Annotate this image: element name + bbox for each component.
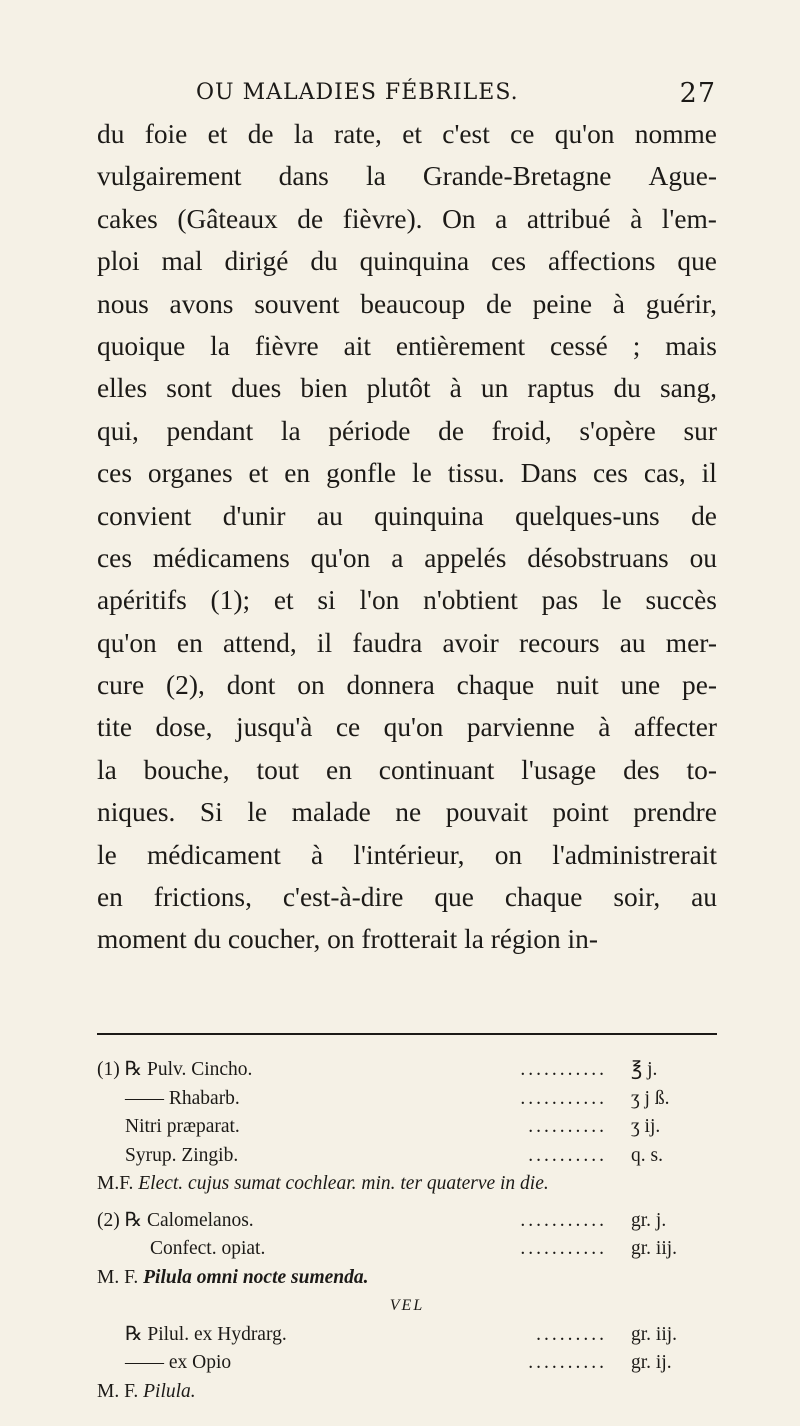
text-line: vulgairement dans la Grande-Bretagne Ague- <box>97 161 717 192</box>
text-line: le médicament à l'intérieur, on l'administrerait <box>97 839 717 870</box>
ingredient: —— Rhabarb. <box>125 1087 240 1109</box>
note2-direction <box>97 1264 717 1293</box>
text-line: quoique la fièvre ait entièrement cessé ; mais <box>97 330 717 361</box>
text-line: ces organes et en gonfle le tissu. Dans ces cas, il <box>97 458 717 489</box>
note1-line-1 <box>97 1085 717 1114</box>
note1-direction <box>97 1170 717 1199</box>
leader-dots: .......... <box>528 1144 607 1166</box>
leader-dots: ......... <box>536 1323 607 1345</box>
ingredient: —— ex Opio <box>125 1352 232 1373</box>
leader-dots: .......... <box>528 1116 607 1137</box>
closing-text: Pilula. <box>143 1380 196 1402</box>
ingredient: Syrup. Zingib. <box>125 1144 239 1166</box>
ingredient: (1) ℞ Pulv. Cincho. <box>97 1059 253 1080</box>
vel-separator: VEL <box>389 1297 425 1314</box>
dose: gr. ij. <box>631 1352 672 1373</box>
note1-line-2 <box>97 1113 717 1142</box>
leader-dots: ........... <box>520 1087 607 1109</box>
note2-line-0 <box>97 1207 717 1236</box>
text-line: moment du coucher, on frotterait la région in- <box>97 924 598 955</box>
note2-closing <box>97 1378 717 1407</box>
direction-text: Pilula omni nocte sumenda. <box>143 1266 369 1288</box>
closing-prefix: M. F. <box>97 1380 139 1402</box>
text-line: cure (2), dont on donnera chaque nuit une pe- <box>97 670 717 701</box>
note2-line-1 <box>97 1235 717 1264</box>
note2b-line-1 <box>97 1349 717 1378</box>
leader-dots: ........... <box>520 1238 607 1259</box>
direction-text: Elect. cujus sumat cochlear. min. ter quaterve in die. <box>138 1173 549 1194</box>
text-line: ploi mal dirigé du quinquina ces affections que <box>97 246 717 277</box>
text-line: qui, pendant la période de froid, s'opère sur <box>97 415 717 446</box>
text-line: apéritifs (1); et si l'on n'obtient pas le succès <box>97 585 717 616</box>
dose: gr. iij. <box>631 1323 678 1345</box>
text-line: la bouche, tout en continuant l'usage des to- <box>97 754 717 785</box>
leader-dots: .......... <box>528 1352 607 1373</box>
page-number: 27 <box>679 78 716 109</box>
ingredient: (2) ℞ Calomelanos. <box>97 1209 254 1231</box>
text-line: cakes (Gâteaux de fièvre). On a attribué à l'em- <box>97 203 717 234</box>
text-line: convient d'unir au quinquina quelques-uns de <box>97 500 717 531</box>
dose: gr. j. <box>631 1209 667 1231</box>
footnotes <box>97 1056 717 1406</box>
dose: ʒ ij. <box>631 1116 661 1137</box>
main-text <box>97 113 717 961</box>
direction-prefix: M. F. <box>97 1266 139 1288</box>
text-line: niques. Si le malade ne pouvait point prendre <box>97 797 717 828</box>
ingredient: Nitri præparat. <box>125 1116 240 1137</box>
footnote-rule <box>97 1033 717 1035</box>
leader-dots: ........... <box>520 1059 607 1080</box>
text-line: elles sont dues bien plutôt à un raptus du sang, <box>97 373 717 404</box>
note2b-line-0 <box>97 1321 717 1350</box>
dose: gr. iij. <box>631 1238 678 1259</box>
text-line: qu'on en attend, il faudra avoir recours au mer- <box>97 627 717 658</box>
ingredient: ℞ Pilul. ex Hydrarg. <box>125 1323 287 1345</box>
ingredient: Confect. opiat. <box>150 1238 266 1259</box>
text-line: en frictions, c'est-à-dire que chaque soir, au <box>97 882 717 913</box>
text-line: nous avons souvent beaucoup de peine à guérir, <box>97 288 717 319</box>
note1-line-3 <box>97 1142 717 1171</box>
text-line: du foie et de la rate, et c'est ce qu'on nomme <box>97 119 717 149</box>
note1-line-0 <box>97 1056 717 1085</box>
text-line: ces médicamens qu'on a appelés désobstruans ou <box>97 542 717 573</box>
leader-dots: ........... <box>520 1209 607 1231</box>
dose: q. s. <box>631 1144 663 1166</box>
dose: ℥ j. <box>631 1059 658 1080</box>
text-line: tite dose, jusqu'à ce qu'on parvienne à affecter <box>97 712 717 743</box>
page-header <box>196 80 716 116</box>
running-title: OU MALADIES FÉBRILES. <box>196 80 519 105</box>
dose: ʒ j ß. <box>631 1087 670 1109</box>
direction-prefix: M.F. <box>97 1173 134 1194</box>
